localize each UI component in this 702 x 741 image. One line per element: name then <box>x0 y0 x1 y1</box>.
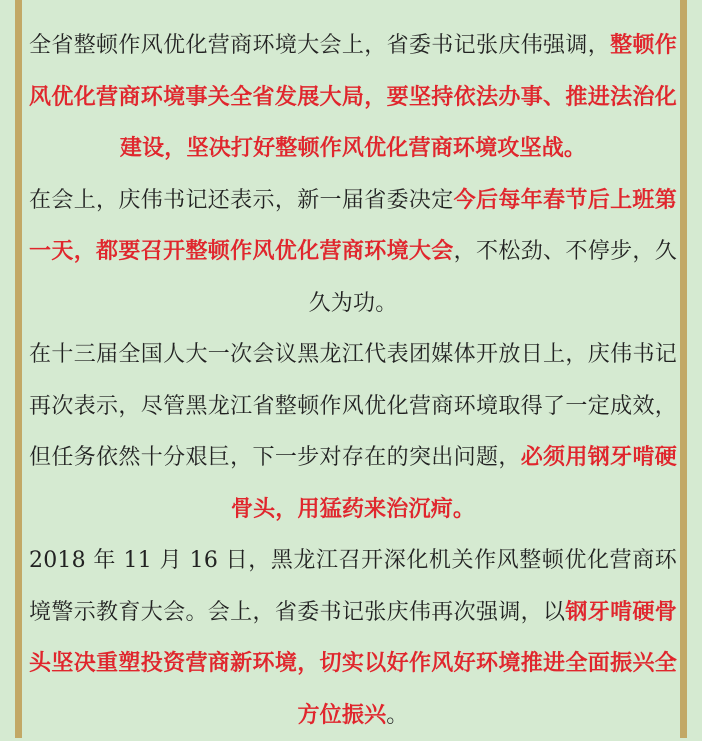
article-body <box>29 20 677 741</box>
paragraph-2-text-1: 在会上，庆伟书记还表示，新一届省委决定 <box>29 187 454 213</box>
paragraph-2-highlight-1: 今后每年春节后上班第一天，都要召开整顿作风优化营商环境大会 <box>29 186 677 264</box>
left-border-bar <box>15 0 22 738</box>
paragraph-1 <box>29 20 677 175</box>
paragraph-4-text-2: 。 <box>386 702 409 728</box>
right-border-bar <box>680 0 687 738</box>
paragraph-3 <box>29 329 677 535</box>
paragraph-2 <box>29 175 677 330</box>
paragraph-1-highlight-1: 整顿作风优化营商环境事关全省发展大局，要坚持依法办事、推进法治化建设，坚决打好整顿作风优化营商环境攻坚战。 <box>29 32 677 161</box>
paragraph-3-highlight-1: 必须用钢牙啃硬骨头，用猛药来治沉疴。 <box>230 444 678 522</box>
paragraph-3-text-1: 在十三届全国人大一次会议黑龙江代表团媒体开放日上，庆伟书记再次表示，尽管黑龙江省整顿作风优化营商环境取得了一定成效，但任务依然十分艰巨，下一步对存在的突出问题， <box>29 342 677 470</box>
paragraph-4-text-1: 2018 年 11 月 16 日，黑龙江召开深化机关作风整顿优化营商环境警示教育大会。会上，省委书记张庆伟再次强调，以 <box>29 548 677 625</box>
paragraph-4 <box>29 535 677 741</box>
paragraph-2-text-2: ，不松劲、不停步，久久为功。 <box>308 239 677 316</box>
paragraph-1-text-1: 全省整顿作风优化营商环境大会上，省委书记张庆伟强调， <box>29 33 611 58</box>
paragraph-4-highlight-1: 钢牙啃硬骨头坚决重塑投资营商新环境，切实以好作风好环境推进全面振兴全方位振兴 <box>29 598 677 728</box>
